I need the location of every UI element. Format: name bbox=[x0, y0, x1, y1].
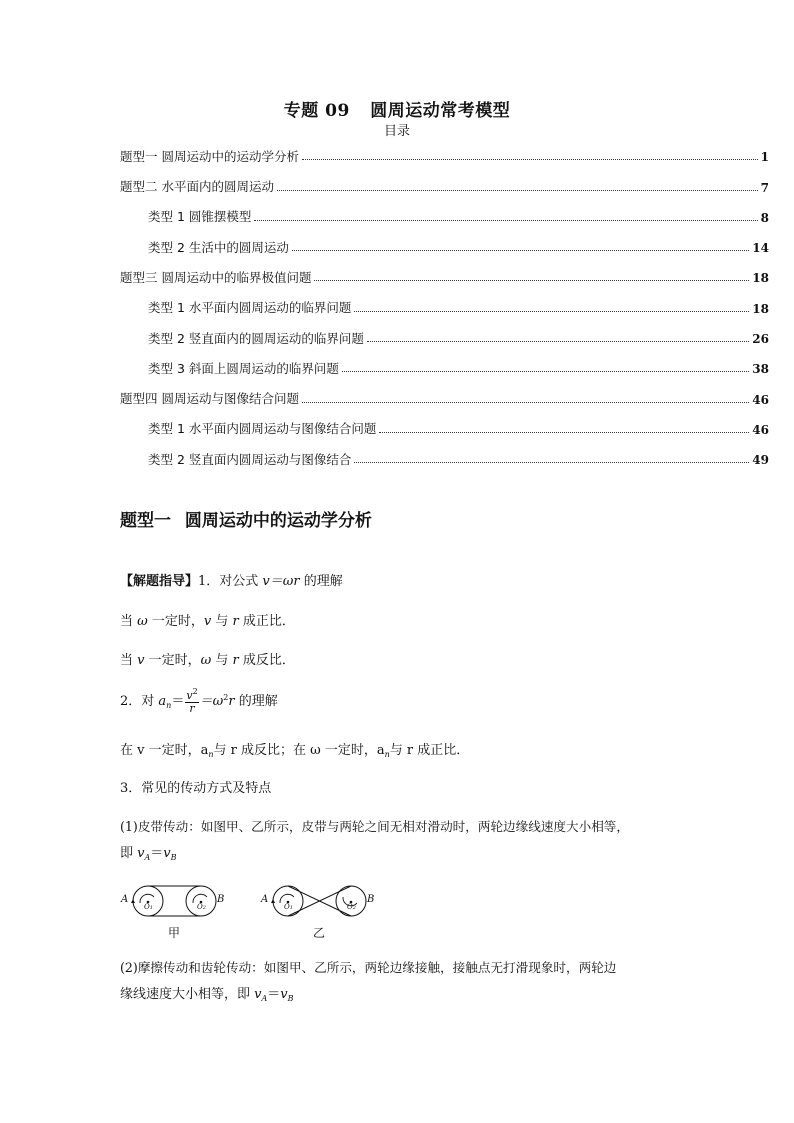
symbol: v bbox=[280, 987, 288, 1002]
guide-text: 一定时， bbox=[147, 614, 204, 629]
guide-line-2 bbox=[120, 614, 680, 630]
toc-entry-label: 题型一 圆周运动中的运动学分析 bbox=[120, 148, 299, 164]
guide-text: 成正比． bbox=[238, 614, 295, 629]
toc-entry-label: 类型 1 水平面内圆周运动与图像结合问题 bbox=[148, 421, 377, 437]
guide-text: 当 bbox=[120, 653, 138, 668]
belt-drive-figure bbox=[118, 883, 388, 943]
point-a-label: A bbox=[121, 894, 129, 905]
toc-entry-label: 类型 2 生活中的圆周运动 bbox=[148, 239, 289, 255]
section-heading-title: 圆周运动中的运动学分析 bbox=[184, 511, 372, 531]
o2-label-2 bbox=[347, 903, 356, 911]
toc-entry-page: 18 bbox=[752, 301, 769, 316]
toc-leader-dots bbox=[302, 159, 758, 160]
toc-entry[interactable] bbox=[120, 139, 769, 169]
title-main: 圆周运动常考模型 bbox=[370, 101, 511, 121]
title-number: 09 bbox=[325, 101, 350, 121]
subscript: n bbox=[384, 750, 390, 759]
toc-leader-dots bbox=[314, 280, 749, 281]
guide-text: 与 bbox=[211, 614, 233, 629]
subscript: B bbox=[170, 853, 177, 862]
guide-line-6: 3．常见的传动方式及特点 bbox=[120, 781, 272, 796]
toc-entry-page: 46 bbox=[752, 422, 769, 437]
toc-entry-label: 类型 2 竖直面内的圆周运动的临界问题 bbox=[148, 330, 364, 346]
toc-entry-label: 题型三 圆周运动中的临界极值问题 bbox=[120, 269, 312, 285]
toc-entry-page: 26 bbox=[752, 332, 769, 347]
symbol: v bbox=[254, 987, 262, 1002]
toc-leader-dots bbox=[379, 432, 749, 433]
fraction bbox=[185, 688, 198, 715]
toc-entry-page: 18 bbox=[752, 271, 769, 286]
toc-entry-label: 类型 3 斜面上圆周运动的临界问题 bbox=[148, 360, 339, 376]
symbol: v bbox=[137, 653, 145, 668]
toc-entry-page: 46 bbox=[752, 392, 769, 407]
toc-entry[interactable] bbox=[120, 169, 769, 199]
toc-leader-dots bbox=[354, 311, 749, 312]
guide-text: 即 bbox=[120, 846, 138, 861]
guide-text: 一定时， bbox=[144, 653, 201, 668]
symbol: v bbox=[203, 614, 212, 629]
figure-label-jia: 甲 bbox=[168, 926, 181, 940]
subscript: n bbox=[208, 750, 214, 759]
toc-entry-page: 38 bbox=[752, 362, 769, 377]
toc-entry-label: 类型 1 圆锥摆模型 bbox=[148, 209, 252, 225]
guide-line-1 bbox=[120, 574, 680, 590]
o1-label-2 bbox=[284, 903, 293, 911]
toc-heading: 目录 bbox=[383, 124, 410, 139]
toc-entry-page: 1 bbox=[760, 150, 769, 165]
guide-text: 与 bbox=[211, 653, 233, 668]
toc-entry[interactable] bbox=[120, 321, 769, 351]
fraction-numerator bbox=[185, 688, 198, 703]
subscript: A bbox=[261, 994, 268, 1003]
guide-text: 2．对 bbox=[120, 694, 159, 710]
toc-leader-dots bbox=[292, 250, 749, 251]
o2-subscript: 2 bbox=[202, 905, 206, 911]
toc-entry[interactable] bbox=[120, 351, 769, 381]
symbol: ＝ω bbox=[199, 694, 224, 710]
toc-entry-page: 7 bbox=[760, 180, 769, 195]
toc-leader-dots bbox=[342, 371, 749, 372]
guide-text: 与 r 成正比． bbox=[389, 743, 470, 758]
subscript: A bbox=[144, 853, 151, 862]
symbol: ω bbox=[137, 614, 148, 629]
toc-entry[interactable] bbox=[120, 200, 769, 230]
toc-entry[interactable] bbox=[120, 381, 769, 411]
toc-entry-label: 类型 1 水平面内圆周运动的临界问题 bbox=[148, 300, 352, 316]
guide-line-8 bbox=[120, 846, 680, 863]
o2-label bbox=[197, 903, 206, 911]
o1-subscript: 1 bbox=[289, 905, 293, 911]
toc-entry[interactable] bbox=[120, 260, 769, 290]
section-heading-number: 题型一 bbox=[120, 511, 171, 531]
o2-letter: O bbox=[347, 903, 353, 911]
fraction-denominator: r bbox=[189, 702, 195, 716]
subscript: n bbox=[166, 701, 172, 711]
guide-line-5 bbox=[120, 743, 680, 760]
equals: ＝ bbox=[171, 694, 185, 710]
belt-drive-diagram bbox=[118, 883, 388, 943]
toc-entry[interactable] bbox=[120, 412, 769, 442]
o1-label bbox=[144, 903, 153, 911]
formula: v＝ωr bbox=[262, 574, 300, 589]
section-heading bbox=[120, 506, 372, 531]
symbol: ω bbox=[200, 653, 212, 668]
subscript: B bbox=[287, 994, 294, 1003]
table-of-contents bbox=[120, 139, 769, 472]
point-b-label: B bbox=[217, 894, 225, 905]
guide-line-7: (1)皮带传动：如图甲、乙所示，皮带与两轮之间无相对滑动时，两轮边缘线速度大小相等， bbox=[120, 819, 629, 834]
toc-leader-dots bbox=[367, 341, 749, 342]
guide-text: 的理解 bbox=[299, 574, 343, 589]
toc-entry[interactable] bbox=[120, 230, 769, 260]
o1-letter: O bbox=[284, 903, 290, 911]
guide-line-10 bbox=[120, 987, 680, 1004]
toc-leader-dots bbox=[354, 462, 749, 463]
toc-entry-page: 8 bbox=[760, 210, 769, 225]
figure-label-yi: 乙 bbox=[313, 926, 326, 940]
superscript: 2 bbox=[223, 693, 229, 703]
title-prefix: 专题 bbox=[283, 101, 319, 121]
guide-line-9: (2)摩擦传动和齿轮传动：如图甲、乙所示，两轮边缘接触，接触点无打滑现象时，两轮边 bbox=[120, 960, 617, 975]
o2-subscript: 2 bbox=[352, 905, 356, 911]
guide-text: 1．对公式 bbox=[198, 574, 263, 589]
point-a-label-2: A bbox=[261, 894, 269, 905]
toc-entry-page: 49 bbox=[752, 453, 769, 468]
guide-text: 缘线速度大小相等，即 bbox=[120, 987, 255, 1002]
o1-letter: O bbox=[144, 903, 150, 911]
o2-letter: O bbox=[197, 903, 203, 911]
superscript: 2 bbox=[192, 687, 198, 696]
toc-entry[interactable] bbox=[120, 290, 769, 320]
symbol: v bbox=[186, 689, 193, 702]
point-b-label-2: B bbox=[367, 894, 375, 905]
toc-leader-dots bbox=[254, 220, 757, 221]
guide-line-4 bbox=[120, 688, 680, 715]
toc-entry[interactable] bbox=[120, 442, 769, 472]
guide-text: 在 v 一定时，a bbox=[120, 743, 209, 758]
toc-leader-dots bbox=[302, 402, 749, 403]
toc-entry-label: 类型 2 竖直面内圆周运动与图像结合 bbox=[148, 451, 352, 467]
toc-entry-label: 题型四 圆周运动与图像结合问题 bbox=[120, 391, 299, 407]
guide-tag: 【解题指导】 bbox=[120, 574, 199, 589]
guide-text: 成反比． bbox=[238, 653, 295, 668]
o1-subscript: 1 bbox=[149, 905, 153, 911]
symbol: a bbox=[158, 694, 167, 710]
symbol: r bbox=[228, 694, 235, 710]
symbol: r bbox=[232, 614, 239, 629]
equals: ＝ bbox=[150, 846, 164, 861]
toc-entry-page: 14 bbox=[752, 241, 769, 256]
toc-entry-label: 题型二 水平面内的圆周运动 bbox=[120, 179, 274, 195]
symbol: r bbox=[232, 653, 239, 668]
symbol: v bbox=[163, 846, 171, 861]
toc-leader-dots bbox=[277, 190, 758, 191]
guide-text: 与 r 成反比；在 ω 一定时，a bbox=[213, 743, 385, 758]
symbol: v bbox=[137, 846, 145, 861]
page-title bbox=[0, 96, 794, 121]
guide-text: 当 bbox=[120, 614, 138, 629]
equals: ＝ bbox=[267, 987, 281, 1002]
guide-line-3 bbox=[120, 653, 680, 669]
guide-text: 的理解 bbox=[234, 694, 278, 710]
